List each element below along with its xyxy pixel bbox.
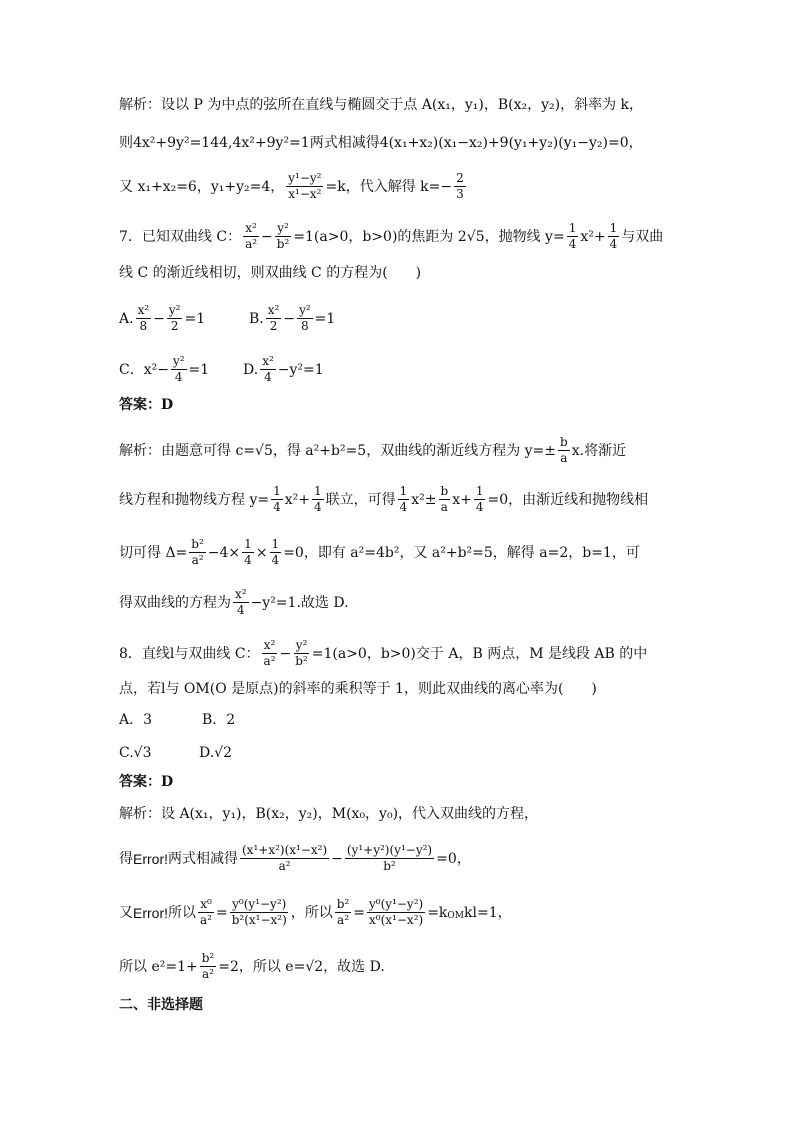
solution-text: −4×	[207, 544, 241, 561]
solution-text: x+	[452, 491, 472, 508]
fraction	[233, 588, 249, 617]
fraction-num: 1	[609, 221, 618, 235]
solution-text: =0，即有 a²=4b²，又 a²+b²=5，解得 a=2，b=1，可	[283, 544, 640, 561]
fraction-num: x²	[262, 354, 274, 368]
fraction-num: y²	[172, 354, 185, 368]
fraction-num: (x¹+x²)(x¹−x²)	[242, 843, 328, 857]
fraction-den: 8	[301, 319, 309, 333]
fraction	[136, 304, 152, 333]
fraction	[454, 172, 466, 201]
q7-line1	[119, 222, 663, 251]
q7-option-a	[119, 304, 249, 333]
fraction-num: 1	[568, 221, 577, 235]
fraction-den: b²	[295, 654, 308, 668]
solution-text: 两式相减得	[168, 850, 238, 867]
solution-text: −y²=1.故选 D.	[250, 594, 349, 611]
fraction-num: y⁰(y¹−y²)	[232, 897, 287, 911]
analysis6-line1-text: 解析：设以 P 为中点的弦所在直线与椭圆交于点 A(x₁，y₁)，B(x₂，y₂)，斜率为 k，	[119, 97, 644, 113]
option-label: A.	[119, 310, 134, 327]
option-tail: =1	[184, 310, 206, 327]
fraction	[312, 485, 324, 514]
error-placeholder: Error!	[133, 850, 168, 867]
q8-option-c: C.√3	[119, 745, 152, 761]
fraction-den: 4	[236, 603, 245, 617]
q8-solution-line1	[119, 805, 538, 823]
fraction	[567, 222, 579, 251]
fraction-num: 1	[273, 484, 281, 498]
fraction-den: a²	[191, 553, 204, 567]
section-title	[119, 996, 203, 1014]
q8-options-cd	[119, 744, 232, 762]
solution-text: 联立，可得	[325, 491, 396, 508]
fraction-den: a²	[200, 913, 212, 927]
fraction	[242, 538, 254, 567]
fraction-num: b²	[201, 951, 215, 965]
q8-solution-line2	[119, 844, 471, 873]
fraction-den: a²	[278, 859, 291, 873]
q8-options-ab	[119, 711, 235, 729]
fraction-den: a²	[263, 654, 276, 668]
fraction	[297, 304, 313, 333]
solution-text: =0，由渐近线和抛物线相	[487, 491, 649, 508]
fraction	[260, 355, 276, 384]
solution-text: 又	[119, 904, 133, 921]
solution-text: =k	[427, 904, 448, 921]
q7-options-cd	[119, 355, 324, 384]
fraction-num: y²	[277, 221, 289, 235]
q8-text: =1(a>0，b>0)交于 A，B 两点，M 是线段 AB 的中	[311, 645, 648, 662]
fraction	[335, 898, 352, 927]
fraction-den: b²(x¹−x²)	[231, 913, 287, 927]
fraction-num: y²	[295, 638, 308, 652]
q8-text: 8．直线l与双曲线 C：	[119, 645, 260, 662]
solution-text: ×	[255, 544, 268, 561]
fraction-den: x⁰(x¹−x²)	[369, 913, 424, 927]
fraction	[266, 304, 282, 333]
fraction-den: 3	[456, 187, 464, 201]
q7-solution-line4	[119, 588, 349, 617]
fraction	[271, 485, 283, 514]
fraction-den: a²	[245, 237, 258, 251]
fraction-den: a	[560, 451, 568, 465]
solution-text: −	[331, 850, 343, 867]
fraction-den: 4	[271, 553, 280, 567]
fraction	[270, 538, 282, 567]
q7-line2	[119, 264, 421, 282]
fraction-den: 2	[170, 319, 179, 333]
fraction-num: y²	[168, 303, 181, 317]
solution-text: =	[215, 904, 228, 921]
fraction-num: y¹−y²	[288, 171, 322, 185]
fraction	[171, 355, 187, 384]
solution-text: x.将渐近	[571, 442, 627, 459]
fraction	[345, 844, 434, 873]
solution-text: 得双曲线的方程为	[119, 594, 231, 611]
fraction	[275, 222, 292, 251]
fraction	[474, 485, 486, 514]
solution-text: =	[353, 904, 366, 921]
solution-text: 所以	[168, 904, 196, 921]
fraction-num: (y¹+y²)(y¹−y²)	[346, 843, 433, 857]
answer-text: 答案：D	[119, 397, 174, 413]
option-tail: =1	[188, 361, 210, 378]
fraction-den: a²	[337, 913, 350, 927]
q8-option-b: B．2	[202, 712, 236, 728]
fraction-num: 2	[456, 171, 464, 185]
fraction-num: x²	[263, 638, 276, 652]
fraction	[367, 898, 425, 927]
fraction	[608, 222, 620, 251]
q8-line2	[119, 680, 597, 698]
fraction-den: 4	[475, 500, 484, 514]
fraction-num: 1	[271, 537, 280, 551]
fraction-den: 4	[568, 237, 577, 251]
fraction-den: b²	[383, 859, 396, 873]
solution-text: ，所以	[290, 904, 333, 921]
fraction-num: x²	[245, 221, 257, 235]
fraction-num: b²	[191, 537, 204, 551]
fraction-den: 4	[399, 500, 408, 514]
fraction-den: 2	[269, 319, 278, 333]
fraction-num: x⁰	[200, 897, 212, 911]
q8-option-d: D.√2	[199, 745, 233, 761]
fraction-den: 4	[174, 370, 183, 384]
fraction	[167, 304, 183, 333]
q7-solution-line3	[119, 538, 640, 567]
fraction	[398, 485, 410, 514]
q7-solution-line2	[119, 485, 648, 514]
section-title-text: 二、非选择题	[119, 997, 203, 1013]
fraction	[286, 172, 323, 201]
answer-text: 答案：D	[119, 774, 174, 790]
fraction-den: 4	[609, 237, 618, 251]
q8-option-a: A．3	[119, 712, 153, 728]
option-label: C．x²−	[119, 361, 169, 378]
q8-text: 点，若l与 OM(O 是原点)的斜率的乘积等于 1，则此双曲线的离心率为( )	[119, 681, 597, 697]
solution-text: 得	[119, 850, 133, 867]
q7-option-d	[243, 355, 324, 384]
fraction	[240, 844, 329, 873]
option-label: D.	[243, 361, 259, 378]
q7-text: =1(a>0，b>0)的焦距为 2√5，抛物线 y=	[293, 228, 565, 245]
q8-line1	[119, 639, 647, 668]
fraction	[243, 222, 259, 251]
fraction-num: 1	[475, 484, 484, 498]
fraction-num: x²	[235, 587, 247, 601]
fraction-den: b²	[276, 237, 290, 251]
fraction-num: b²	[336, 897, 350, 911]
q7-text: x²+	[580, 228, 606, 245]
minus: −	[283, 310, 296, 327]
solution-text: 切可得 Δ=	[119, 544, 188, 561]
fraction	[189, 538, 206, 567]
q8-text: −	[279, 645, 292, 662]
fraction-num: 1	[244, 537, 252, 551]
fraction-num: x²	[267, 303, 280, 317]
subscript: OM	[447, 910, 465, 921]
fraction-num: b	[440, 484, 449, 498]
analysis6-line1	[119, 96, 643, 114]
analysis6-line3-pre: 又 x₁+x₂=6，y₁+y₂=4，	[119, 178, 285, 195]
solution-text: 所以 e²=1+	[119, 958, 198, 975]
option-label: B.	[249, 310, 264, 327]
q8-solution-line4	[119, 952, 385, 981]
fraction-num: y²	[299, 303, 311, 317]
fraction-num: 1	[399, 484, 408, 498]
fraction-num: x²	[137, 303, 150, 317]
solution-text: 解析：设 A(x₁，y₁)，B(x₂，y₂)，M(x₀，y₀)，代入双曲线的方程，	[119, 806, 539, 822]
analysis6-line2	[119, 134, 643, 152]
fraction-den: 4	[313, 500, 322, 514]
fraction	[293, 639, 310, 668]
error-placeholder: Error!	[133, 904, 168, 921]
fraction	[230, 898, 289, 927]
analysis6-line3-mid: =k，代入解得 k=−	[325, 178, 453, 195]
solution-text: x²+	[284, 491, 310, 508]
solution-text: x²±	[411, 491, 437, 508]
q7-answer	[119, 396, 173, 414]
fraction-num: b	[560, 435, 568, 449]
fraction-num: y⁰(y¹−y²)	[369, 897, 424, 911]
fraction	[198, 898, 214, 927]
fraction	[558, 436, 570, 465]
q7-text: 7．已知双曲线 C：	[119, 228, 242, 245]
solution-text: 解析：由题意可得 c=√5，得 a²+b²=5，双曲线的渐近线方程为 y=±	[119, 442, 557, 459]
q7-options-ab	[119, 304, 335, 333]
fraction	[200, 952, 217, 981]
solution-text: kl=1，	[464, 904, 512, 921]
fraction	[262, 639, 278, 668]
fraction-den: a²	[201, 967, 214, 981]
solution-text: 线方程和抛物线方程 y=	[119, 491, 270, 508]
q7-solution-line1	[119, 436, 626, 465]
q8-solution-line3	[119, 898, 512, 927]
fraction	[439, 485, 451, 514]
option-tail: =1	[314, 310, 336, 327]
q8-answer	[119, 773, 173, 791]
q7-text: 与双曲	[621, 228, 664, 245]
q7-text: 线 C 的渐近线相切，则双曲线 C 的方程为( )	[119, 265, 422, 281]
fraction-num: 1	[313, 484, 322, 498]
option-tail: −y²=1	[277, 361, 324, 378]
analysis6-line3	[119, 172, 468, 201]
fraction-den: x¹−x²	[288, 187, 322, 201]
fraction-den: a	[440, 500, 448, 514]
q7-text: −	[261, 228, 273, 245]
minus: −	[153, 310, 165, 327]
analysis6-line2-text: 则4x²+9y²=144,4x²+9y²=1两式相减得4(x₁+x₂)(x₁−x₂)+9(y₁+y₂)(y₁−y₂)=0，	[119, 135, 643, 151]
q7-option-b	[249, 304, 335, 333]
q7-option-c	[119, 355, 243, 384]
solution-text: =0，	[436, 850, 471, 867]
fraction-den: 4	[273, 500, 281, 514]
fraction-den: 4	[244, 553, 252, 567]
solution-text: =2，所以 e=√2，故选 D.	[218, 958, 385, 975]
fraction-den: 8	[139, 319, 148, 333]
fraction-den: 4	[264, 370, 272, 384]
